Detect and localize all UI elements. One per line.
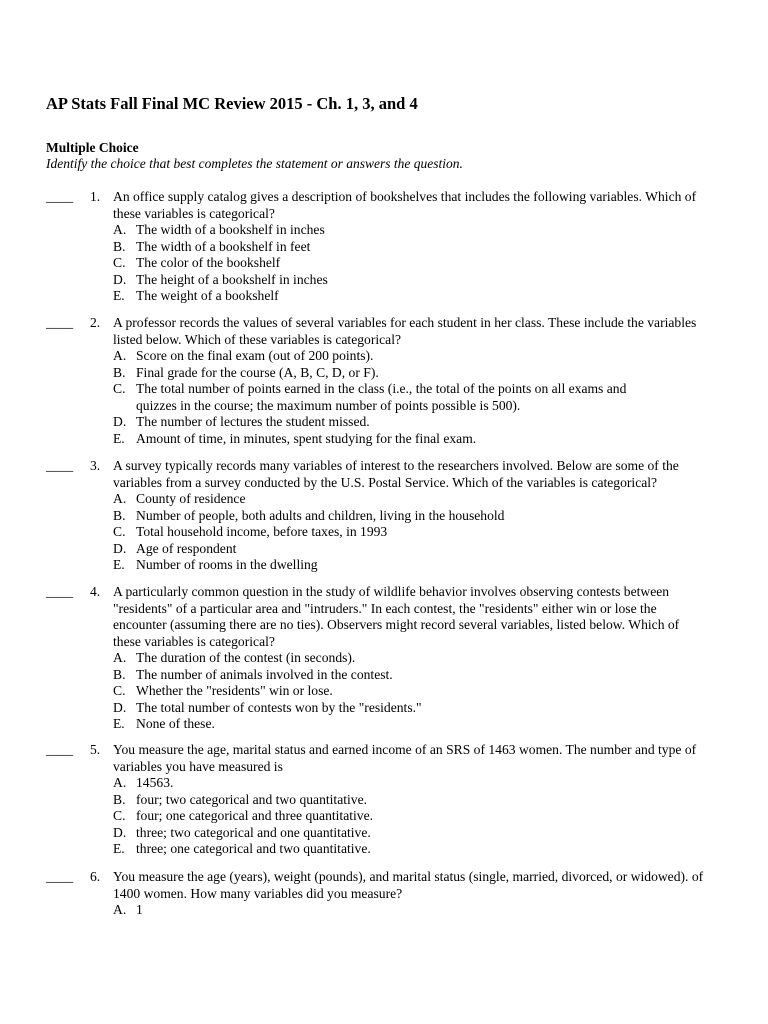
- option-text-line: three; one categorical and two quantitative.: [136, 841, 371, 856]
- option-text: [136, 524, 387, 541]
- option-letter: A.: [113, 491, 127, 506]
- option-text-line: None of these.: [136, 716, 215, 731]
- option-text-line: Total household income, before taxes, in 1993: [136, 524, 388, 539]
- question-stem: [113, 189, 723, 222]
- answer-option: [113, 792, 723, 809]
- option-letter: D.: [113, 540, 127, 556]
- option-text: [136, 288, 279, 305]
- option-letter: A.: [113, 222, 127, 237]
- question-stem-line: You measure the age (years), weight (pounds), and marital status (single, married, divorced, or widowed). of: [113, 869, 704, 884]
- question-stem-line: these variables is categorical?: [113, 633, 275, 649]
- option-text: [136, 239, 310, 256]
- option-text: [136, 222, 325, 239]
- answer-option: [113, 808, 723, 825]
- page-title: AP Stats Fall Final MC Review 2015 - Ch. 1, 3, and 4: [46, 94, 418, 113]
- answer-option: [113, 650, 723, 667]
- option-text-line: Age of respondent: [136, 540, 237, 556]
- option-text-line: quizzes in the course; the maximum number of points possible is 500).: [136, 397, 521, 413]
- option-text-line: Whether the "residents" win or lose.: [136, 683, 333, 698]
- answer-options: [113, 775, 723, 858]
- question-stem-line: encounter (assuming there are no ties). Observers might record several variables, listed below. Which of: [113, 617, 680, 632]
- option-letter: C.: [113, 381, 126, 396]
- option-text-line: The height of a bookshelf in inches: [136, 271, 328, 287]
- option-letter: B.: [113, 364, 126, 380]
- option-text: [136, 431, 476, 448]
- option-text: [136, 381, 626, 414]
- option-text-line: The number of lectures the student missed.: [136, 414, 370, 429]
- option-text-line: County of residence: [136, 491, 246, 506]
- answer-option: [113, 524, 723, 541]
- question-number: 2.: [90, 315, 101, 330]
- option-text-line: The total number of contests won by the "residents.": [136, 699, 422, 715]
- option-text-line: four; one categorical and three quantitative.: [136, 808, 374, 823]
- answer-option: [113, 414, 723, 431]
- option-text-line: The width of a bookshelf in feet: [136, 238, 311, 254]
- answer-options: [113, 491, 723, 574]
- answer-option: [113, 239, 723, 256]
- option-text: [136, 792, 367, 809]
- question-stem-line: variables from a survey conducted by the U.S. Postal Service. Which of the variables is categorical?: [113, 474, 658, 490]
- answer-option: [113, 222, 723, 239]
- answer-options: [113, 902, 723, 919]
- option-letter: A.: [113, 775, 127, 790]
- question-stem: [113, 458, 723, 491]
- option-text-line: Final grade for the course (A, B, C, D, or F).: [136, 364, 379, 380]
- option-text-line: Number of people, both adults and children, living in the household: [136, 507, 505, 523]
- option-text: [136, 348, 373, 365]
- answer-option: [113, 508, 723, 525]
- option-letter: C.: [113, 255, 126, 270]
- answer-options: [113, 348, 723, 447]
- question-stem-line: these variables is categorical?: [113, 205, 275, 221]
- answer-option: [113, 541, 723, 558]
- option-text-line: The color of the bookshelf: [136, 255, 281, 270]
- option-text-line: The number of animals involved in the contest.: [136, 666, 393, 682]
- answer-blank: ____: [46, 869, 74, 884]
- option-letter: D.: [113, 414, 127, 429]
- option-text-line: 1: [136, 902, 143, 917]
- option-letter: C.: [113, 524, 126, 539]
- answer-option: [113, 288, 723, 305]
- answer-option: [113, 557, 723, 574]
- option-letter: C.: [113, 683, 126, 698]
- option-text: [136, 541, 236, 558]
- question-stem: [113, 742, 723, 775]
- option-letter: C.: [113, 808, 126, 823]
- question-stem-line: You measure the age, marital status and earned income of an SRS of 1463 women. The number and type of: [113, 742, 697, 757]
- option-text-line: The duration of the contest (in seconds).: [136, 650, 356, 665]
- question-stem: [113, 584, 723, 650]
- option-letter: A.: [113, 650, 127, 665]
- option-letter: E.: [113, 716, 125, 731]
- option-text-line: Score on the final exam (out of 200 points).: [136, 348, 374, 363]
- option-text: [136, 700, 422, 717]
- answer-blank: ____: [46, 742, 74, 757]
- section-heading: Multiple Choice: [46, 140, 139, 155]
- option-text-line: The width of a bookshelf in inches: [136, 222, 325, 237]
- option-letter: B.: [113, 507, 126, 523]
- option-text-line: Number of rooms in the dwelling: [136, 557, 318, 572]
- option-text-line: The total number of points earned in the class (i.e., the total of the points on all exams and: [136, 381, 627, 396]
- option-text: [136, 683, 333, 700]
- option-letter: E.: [113, 841, 125, 856]
- question-number: 3.: [90, 458, 101, 473]
- answer-option: [113, 683, 723, 700]
- answer-option: [113, 841, 723, 858]
- answer-option: [113, 272, 723, 289]
- answer-option: [113, 775, 723, 792]
- answer-option: [113, 348, 723, 365]
- answer-option: [113, 381, 723, 414]
- answer-option: [113, 491, 723, 508]
- answer-options: [113, 650, 723, 733]
- question-stem-line: A professor records the values of several variables for each student in her class. These include the variables: [113, 315, 697, 330]
- answer-option: [113, 667, 723, 684]
- answer-blank: ____: [46, 584, 74, 599]
- option-text: [136, 365, 379, 382]
- option-letter: E.: [113, 557, 125, 572]
- answer-option: [113, 365, 723, 382]
- option-letter: D.: [113, 271, 127, 287]
- option-text: [136, 902, 143, 919]
- option-text: [136, 667, 393, 684]
- question-stem-line: variables you have measured is: [113, 758, 283, 774]
- question-stem: [113, 315, 723, 348]
- option-text: [136, 508, 504, 525]
- question-number: 4.: [90, 584, 101, 599]
- answer-blank: ____: [46, 315, 74, 330]
- option-letter: D.: [113, 824, 127, 840]
- option-letter: E.: [113, 430, 125, 446]
- option-text-line: Amount of time, in minutes, spent studying for the final exam.: [136, 430, 477, 446]
- option-letter: E.: [113, 288, 125, 303]
- question-number: 6.: [90, 869, 101, 884]
- option-letter: D.: [113, 699, 127, 715]
- option-text: [136, 825, 371, 842]
- option-text: [136, 255, 280, 272]
- option-text: [136, 808, 373, 825]
- option-text: [136, 650, 355, 667]
- option-text: [136, 716, 215, 733]
- option-text: [136, 557, 318, 574]
- option-text: [136, 491, 245, 508]
- question-stem-line: "residents" of a particular area and "intruders." In each contest, the "residents" either win or lose the: [113, 600, 657, 616]
- question-stem-line: 1400 women. How many variables did you measure?: [113, 885, 403, 901]
- answer-blank: ____: [46, 189, 74, 204]
- option-letter: B.: [113, 238, 126, 254]
- option-text-line: three; two categorical and one quantitative.: [136, 824, 371, 840]
- option-letter: B.: [113, 791, 126, 807]
- answer-option: [113, 825, 723, 842]
- answer-option: [113, 255, 723, 272]
- option-text-line: four; two categorical and two quantitative.: [136, 791, 368, 807]
- answer-option: [113, 902, 723, 919]
- option-text: [136, 272, 328, 289]
- instructions-text: Identify the choice that best completes the statement or answers the question.: [46, 156, 463, 171]
- option-text: [136, 841, 371, 858]
- question-stem-line: listed below. Which of these variables is categorical?: [113, 331, 402, 347]
- option-letter: A.: [113, 348, 127, 363]
- answer-options: [113, 222, 723, 305]
- option-text: [136, 414, 370, 431]
- question-stem-line: A survey typically records many variables of interest to the researchers involved. Below are some of the: [113, 458, 679, 473]
- option-text: [136, 775, 173, 792]
- question-stem: [113, 869, 723, 902]
- option-text-line: The weight of a bookshelf: [136, 288, 279, 303]
- option-text-line: 14563.: [136, 775, 174, 790]
- answer-option: [113, 716, 723, 733]
- question-stem-line: An office supply catalog gives a description of bookshelves that includes the following variables. Which of: [113, 189, 697, 204]
- answer-option: [113, 431, 723, 448]
- answer-blank: ____: [46, 458, 74, 473]
- answer-option: [113, 700, 723, 717]
- option-letter: A.: [113, 902, 127, 917]
- question-number: 5.: [90, 742, 101, 757]
- question-number: 1.: [90, 189, 101, 204]
- option-letter: B.: [113, 666, 126, 682]
- question-stem-line: A particularly common question in the study of wildlife behavior involves observing contests between: [113, 584, 670, 599]
